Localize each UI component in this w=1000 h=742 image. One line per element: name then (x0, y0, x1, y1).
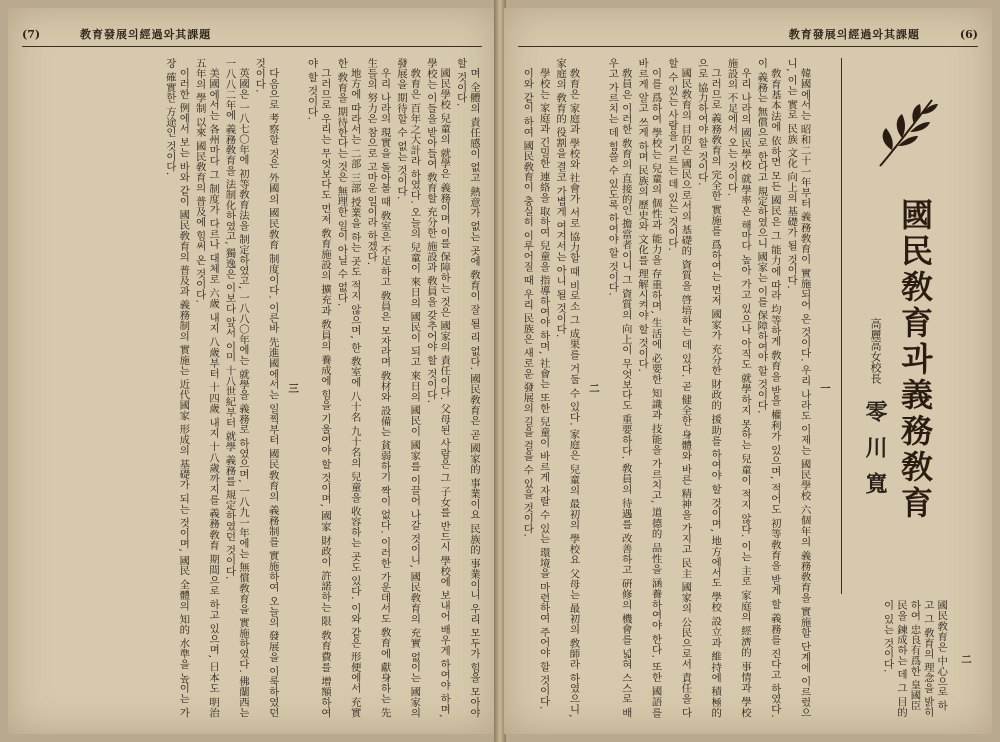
author-affiliation: 高麗高女校長 (869, 318, 882, 384)
paragraph: 地方에 따라서는 二部 三部 授業을 하는 곳도 적지 않으며, 한 敎室에 八十名 九十名의 兒童을 收容하는 곳도 있다. 이와 같은 形便에서 充實한 敎育을 期待한다는 것은 無理한 일이 아닐 수 없다. (335, 58, 361, 718)
paragraph: 敎育은 家庭과 學校와 社會가 서로 協力할 때 비로소 그 成果를 거둘 수 있다. 家庭은 兒童의 最初의 學校요 父母는 最初의 敎師라 하였으니, 家庭의 敎育的 役割을 결코 가볍게 여겨서는 아니 될 것이다. (554, 58, 580, 718)
right-page (504, 8, 992, 734)
paragraph: 國民敎育은 中心으로 하고 그 敎育의 理念을 밝히 하여 忠良有爲한 皇國臣民을 鍊成하는 데 그 目的이 있는 것이다. (881, 600, 948, 718)
paragraph: 韓國에서는 昭和二十一年부터 義務敎育이 實施되어 온 것이다. 우리 나라도 이제는 國民學校 六個年의 義務敎育을 實施할 단계에 이르렀으니, 이는 實로 民族 文化 向上의 基礎가 될 것이다. (785, 58, 811, 718)
section-marker: 二 (586, 382, 599, 394)
section-marker: 三 (286, 382, 299, 394)
paragraph: 이러한 例에서 보는 바와 같이 國民敎育의 普及과 義務制의 實施는 近代國家 形成의 基礎가 되는 것이며, 國民 全體의 知的 水準을 높이는 가장 確實한 方途인 것이다. (163, 58, 190, 718)
section-marker: 一 (818, 382, 830, 394)
running-header (518, 24, 978, 47)
paragraph: 우리 나라의 國民學校 就學率은 해마다 높아 가고 있으나 아직도 就學하지 못하는 兒童이 적지 않다. 이는 主로 家庭의 經濟的 事情과 學校 施設의 不足에서 오는 것이다. (725, 58, 751, 718)
author-name: 零川寬 (862, 399, 888, 508)
paragraph: 이와 같이 하여 國民敎育이 충실히 이루어질 때 우리 民族은 새로운 發展의 길을 걸을 수 있을 것이다. (521, 68, 534, 538)
paragraph: 그러므로 義務敎育의 完全한 實施를 爲하여는 먼저 國家가 充分한 財政的 援助를 하여야 할 것이며, 地方에서도 學校 設立과 維持에 積極的으로 協力하여야 할 것이다. (695, 58, 722, 718)
left-body-text (24, 58, 480, 718)
paragraph: 國民學校 兒童의 就學은 義務이며 이를 保障하는 것은 國家의 責任이다. 父母된 사람은 그 子女를 반드시 學校에 보내어 배우게 하여야 하며, 學校는 이들을 받아들여 敎育할 充分한 施設과 敎員을 갖추어야 할 것이다. (424, 58, 451, 718)
paragraph: 學校는 家庭과 긴밀한 連絡을 取하여 兒童을 指導하여야 하며, 社會는 또한 兒童이 바르게 자랄 수 있는 環境을 마련하여 주어야 할 것이다. (537, 68, 550, 710)
article-title: 國民敎育과義務敎育 (896, 198, 934, 522)
paragraph: 그러므로 우리는 무엇보다도 먼저 敎育施設의 擴充과 敎員의 養成에 힘을 기울여야 할 것이며, 國家 財政이 許諾하는 限 敎育費를 增額하여야 할 것이다. (305, 58, 331, 718)
paragraph: 敎育은 百年之大計라 하였다. 오늘의 兒童이 來日의 國民이 되고 來日의 國民이 國家를 이끌어 나갈 것이니, 國民敎育의 充實 없이는 國家의 發展을 期待할 수 없는 것이다. (394, 58, 421, 718)
journal-title: 教育發展의經過와其課題 (788, 28, 920, 41)
paragraph: 敎育基本法에 依하면 모든 國民은 그 能力에 따라 均等하게 敎育을 받을 權利가 있으며, 적어도 初等敎育을 받게 할 義務를 진다고 하였다. 이 義務는 無償으로 한다고 規定하였으니 國家는 이를 保障하여야 할 것이다. (755, 58, 781, 718)
paragraph: 敎員은 이러한 敎育의 直接的인 擔當者이니 그 資質의 向上이 무엇보다도 重要하다. 敎員의 待遇를 改善하고 硏修의 機會를 넓혀 스스로 배우고 가르치는 데 힘쓸 수 있도록 하여야 할 것이다. (606, 58, 632, 718)
article-title-block (841, 58, 978, 594)
lower-right-column (842, 600, 976, 718)
right-body-text (520, 58, 836, 718)
page-number: (6) (959, 28, 978, 41)
paragraph: 이를 爲하여 學校는 兒童의 個性과 能力을 存重하며, 生活에 必要한 知識과 技能을 가르치고, 道德的 品性을 涵養하여야 한다. 또한 國語를 바르게 알고 쓰게 하며 民族의 歷史와 文化를 理解시켜야 할 것이다. (636, 58, 662, 718)
paragraph: 며 全體의 責任感이 없고 熱意가 없는 곳에 敎育이 잘 될 리 없다. 國民敎育은 곧 國家的 事業이요 民族的 事業이니 우리 모두가 힘을 모아야 할 것이다. (454, 58, 480, 718)
paragraph: 英國은 一八七〇年에 初等敎育法을 制定하였고, 一八八〇年에는 就學을 義務로 하였으며, 一八九一年에는 無償敎育을 實施하였다. 佛蘭西는 一八八二年에 義務敎育을 法制化하였고, 獨逸은 이보다 앞서 이미 十八世紀부터 就學 義務를 規定하였던 것이다. (223, 58, 249, 718)
section-marker: 二 (959, 653, 971, 665)
author-byline (860, 318, 891, 508)
paragraph: 우리 나라의 現實을 돌아볼 때 敎室은 不足하고 敎員은 모자라며 敎材와 設備는 貧弱하기 짝이 없다. 이러한 가운데서도 敎育에 獻身하는 先生들의 努力은 참으로 고마운 일이라 하겠다. (365, 58, 391, 718)
paragraph: 國民敎育의 目的은 國民으로서의 基礎的 資質을 啓培하는 데 있다. 곧 健全한 身體와 바른 精神을 가지고 民主 國家의 公民으로서 責任을 다할 수 있는 사람을 기르는 데 있는 것이다. (665, 58, 692, 718)
leaf-ornament-icon (872, 88, 942, 174)
left-page (8, 8, 496, 734)
running-header (22, 24, 482, 47)
paragraph: 美國에서는 各州마다 그 制度가 다르나 대체로 六歲 내지 八歲부터 十四歲 내지 十八歲까지를 義務敎育 期間으로 하고 있으며, 日本도 明治 五年의 學制 以來 國民敎育의 普及에 힘써 온 것이다. (193, 58, 220, 718)
page-number: (7) (22, 28, 41, 41)
journal-title: 教育發展의經過와其課題 (80, 28, 212, 41)
paragraph: 다음으로 考察할 것은 外國의 國民敎育 制度이다. 이른바 先進國에서는 일찍부터 國民敎育의 義務制를 實施하여 오늘의 發展을 이룩하였던 것이다. (253, 58, 279, 718)
